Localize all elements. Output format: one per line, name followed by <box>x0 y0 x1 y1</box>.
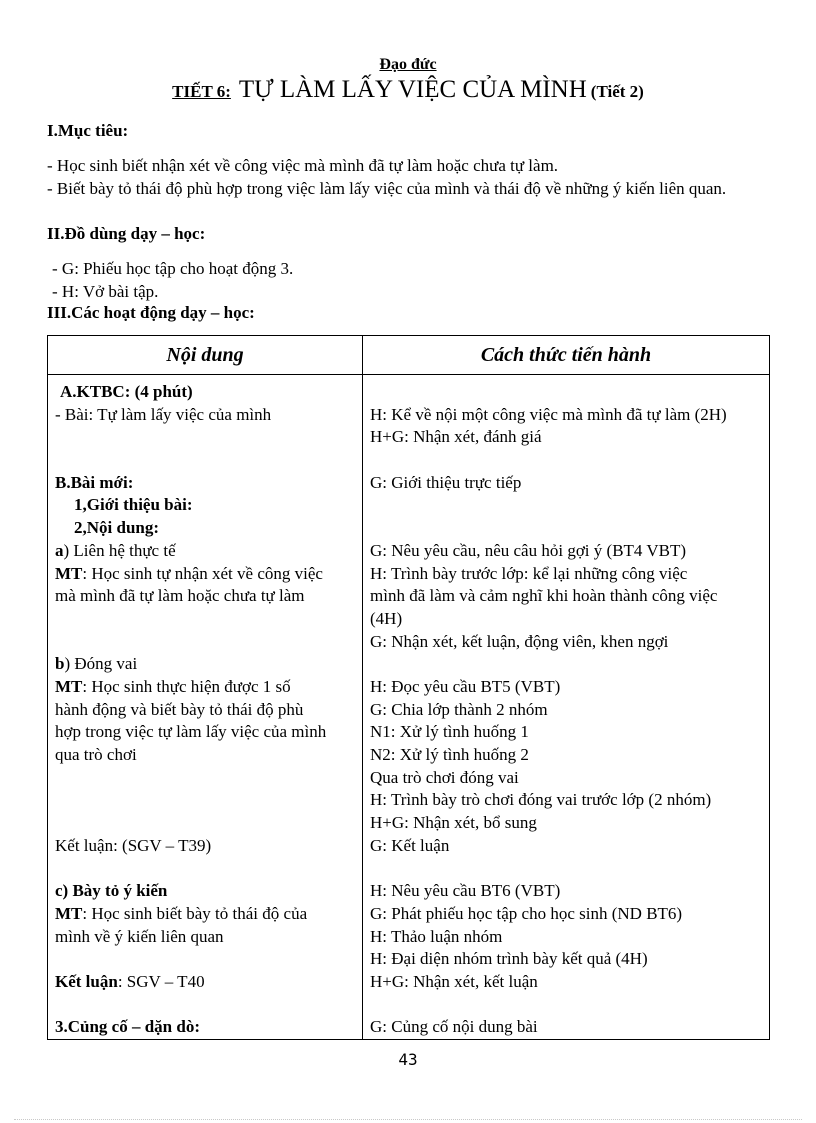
method-line: H+G: Nhận xét, kết luận <box>370 971 538 991</box>
method-line <box>370 653 762 676</box>
line-lead-bold: a <box>55 540 64 560</box>
line-rest: : Học sinh tự nhận xét về công việc <box>82 563 323 583</box>
lesson-title <box>0 76 816 104</box>
method-line: H: Trình bày trước lớp: kể lại những công việc <box>370 563 688 583</box>
method-line: Qua trò chơi đóng vai <box>370 767 519 787</box>
method-line: H: Đại diện nhóm trình bày kết quả (4H) <box>370 949 648 969</box>
content-line <box>55 994 355 1017</box>
objective-line: - Biết bày tỏ thái độ phù hợp trong việc làm lấy việc của mình và thái độ về những ý kiến liên quan. <box>47 179 727 198</box>
method-line: mình đã làm và cảm nghĩ khi hoàn thành công việc <box>370 586 718 606</box>
line-lead-bold: Kết luận <box>55 971 118 991</box>
content-line <box>55 653 355 676</box>
method-line: H: Thảo luận nhóm <box>370 926 503 946</box>
method-line <box>370 494 762 517</box>
method-line: H+G: Nhận xét, đánh giá <box>370 427 542 447</box>
method-line: G: Nhận xét, kết luận, động viên, khen ngợi <box>370 631 669 651</box>
content-line: mình về ý kiến liên quan <box>55 926 224 946</box>
content-line <box>55 631 355 654</box>
line-lead-bold: MT <box>55 676 83 696</box>
method-line <box>370 517 762 540</box>
material-line: - H: Vở bài tập. <box>52 282 159 301</box>
content-line <box>55 857 355 880</box>
method-line: H: Kể về nội một công việc mà mình đã tự làm (2H) <box>370 404 727 424</box>
objectives-list <box>47 154 759 200</box>
section-activities-title: III.Các hoạt động dạy – học: <box>47 303 255 322</box>
subject-heading: Đạo đức <box>379 56 437 73</box>
material-line: - G: Phiếu học tập cho hoạt động 3. <box>52 259 294 278</box>
content-line: mà mình đã tự làm hoặc chưa tự làm <box>55 586 305 606</box>
content-line: A.KTBC: (4 phút) <box>60 382 193 401</box>
content-line: hợp trong việc tự làm lấy việc của mình <box>55 722 327 742</box>
line-rest: : SGV – T40 <box>117 971 205 991</box>
content-line <box>55 540 355 563</box>
lesson-part: (Tiết 2) <box>590 82 644 101</box>
header-content: Nội dung <box>48 336 363 375</box>
content-line <box>55 426 355 449</box>
content-line: qua trò chơi <box>55 745 137 764</box>
lesson-name: TỰ LÀM LẤY VIỆC CỦA MÌNH <box>238 76 587 103</box>
header-method: Cách thức tiến hành <box>363 336 770 375</box>
method-line <box>370 994 762 1017</box>
content-line: hành động và biết bày tỏ thái độ phù <box>55 699 304 719</box>
content-line: - Bài: Tự làm lấy việc của mình <box>55 404 272 424</box>
line-lead-bold: MT <box>55 903 83 923</box>
method-line: H+G: Nhận xét, bổ sung <box>370 813 537 833</box>
method-line: H: Trình bày trò chơi đóng vai trước lớp (2 nhóm) <box>370 790 712 810</box>
line-lead-bold: b <box>55 654 65 674</box>
table-body-row <box>48 375 770 1040</box>
table-header-row <box>48 336 770 375</box>
method-line: G: Chia lớp thành 2 nhóm <box>370 699 548 719</box>
content-line <box>55 449 355 472</box>
content-line <box>55 608 355 631</box>
method-line: G: Kết luận <box>370 835 450 855</box>
activities-table <box>47 335 770 1040</box>
method-line: G: Giới thiệu trực tiếp <box>370 472 522 492</box>
method-line: (4H) <box>370 608 403 628</box>
page-number: 43 <box>398 1050 418 1069</box>
method-line: G: Phát phiếu học tập cho học sinh (ND BT6) <box>370 903 683 923</box>
method-line: H: Đọc yêu cầu BT5 (VBT) <box>370 676 561 696</box>
line-rest: ) Liên hệ thực tế <box>63 540 176 560</box>
method-line <box>370 381 762 404</box>
line-rest: : Học sinh thực hiện được 1 số <box>82 676 291 696</box>
footer-divider <box>14 1119 802 1120</box>
content-line <box>55 948 355 971</box>
content-column <box>48 375 363 1040</box>
method-line: H: Nêu yêu cầu BT6 (VBT) <box>370 881 561 901</box>
line-rest: ) Đóng vai <box>64 654 138 674</box>
method-line: N1: Xử lý tình huống 1 <box>370 722 529 742</box>
content-line <box>55 903 355 926</box>
section-materials-title: II.Đồ dùng dạy – học: <box>47 224 206 243</box>
method-line <box>370 449 762 472</box>
objective-line: - Học sinh biết nhận xét về công việc mà mình đã tự làm hoặc chưa tự làm. <box>47 156 559 175</box>
content-line: 1,Giới thiệu bài: <box>74 495 193 515</box>
method-line: G: Nêu yêu cầu, nêu câu hỏi gợi ý (BT4 VBT) <box>370 540 687 560</box>
content-line <box>55 676 355 699</box>
method-line <box>370 857 762 880</box>
content-line: c) Bày tỏ ý kiến <box>55 881 168 901</box>
content-line <box>55 563 355 586</box>
content-line: 3.Củng cố – dặn dò: <box>55 1017 201 1037</box>
content-line: Kết luận: (SGV – T39) <box>55 835 212 855</box>
line-lead-bold: MT <box>55 563 83 583</box>
materials-list <box>52 257 764 303</box>
method-line: G: Củng cố nội dung bài <box>370 1017 538 1037</box>
method-line: N2: Xử lý tình huống 2 <box>370 745 529 764</box>
lesson-label: TIẾT 6: <box>172 82 231 101</box>
section-objectives-title: I.Mục tiêu: <box>47 121 129 140</box>
line-rest: : Học sinh biết bày tỏ thái độ của <box>82 903 308 923</box>
content-line <box>55 971 355 994</box>
content-line <box>55 767 355 790</box>
content-line: 2,Nội dung: <box>74 518 160 538</box>
content-line: B.Bài mới: <box>55 472 134 492</box>
method-column <box>363 375 770 1040</box>
content-line <box>55 789 355 812</box>
content-line <box>55 812 355 835</box>
